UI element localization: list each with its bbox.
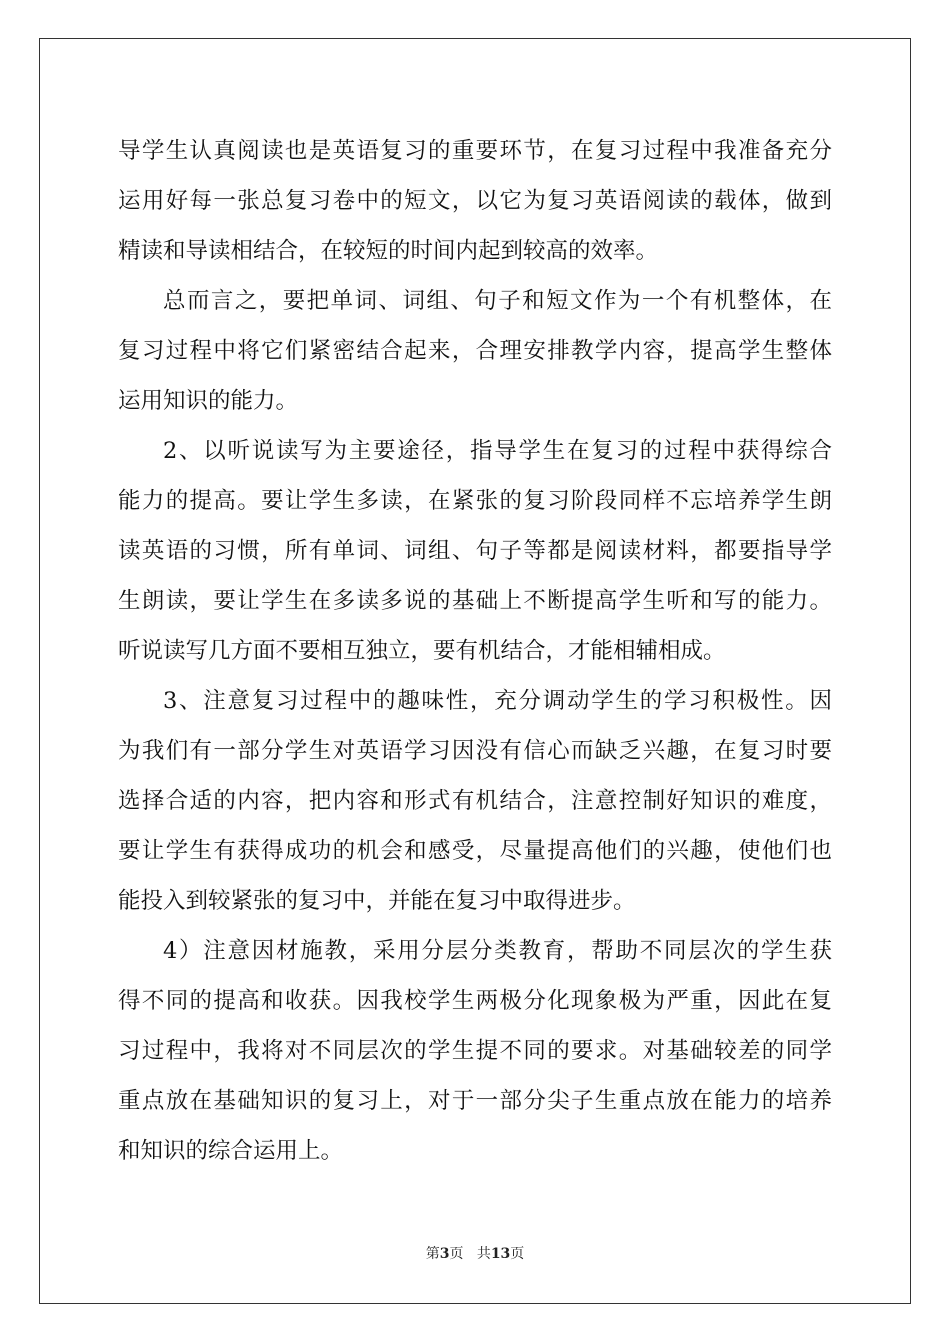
text-line: 4）注意因材施教，采用分层分类教育，帮助不同层次的学生获 (163, 938, 832, 964)
text-line: 重点放在基础知识的复习上，对于一部分尖子生重点放在能力的培养 (118, 1088, 832, 1114)
text-line: 运用好每一张总复习卷中的短文，以它为复习英语阅读的载体，做到 (118, 188, 832, 214)
text-line: 2、以听说读写为主要途径，指导学生在复习的过程中获得综合 (163, 438, 832, 464)
total-prefix: 共 (476, 1246, 491, 1262)
text-line: 运用知识的能力。 (118, 388, 299, 414)
text-line: 总而言之，要把单词、词组、句子和短文作为一个有机整体，在 (163, 288, 832, 314)
text-line: 选择合适的内容，把内容和形式有机结合，注意控制好知识的难度， (118, 788, 832, 814)
total-unit: 页 (510, 1246, 525, 1262)
text-line: 习过程中，我将对不同层次的学生提不同的要求。对基础较差的同学 (118, 1038, 832, 1064)
text-line: 得不同的提高和收获。因我校学生两极分化现象极为严重，因此在复 (118, 988, 832, 1014)
text-line: 和知识的综合运用上。 (118, 1138, 344, 1164)
text-line: 3、注意复习过程中的趣味性，充分调动学生的学习积极性。因 (163, 688, 832, 714)
text-line: 能投入到较紧张的复习中，并能在复习中取得进步。 (118, 888, 636, 914)
text-line: 复习过程中将它们紧密结合起来，合理安排教学内容，提高学生整体 (118, 338, 832, 364)
text-line: 听说读写几方面不要相互独立，要有机结合，才能相辅相成。 (118, 638, 726, 664)
text-line: 要让学生有获得成功的机会和感受，尽量提高他们的兴趣，使他们也 (118, 838, 832, 864)
page-current: 3 (439, 1246, 450, 1262)
text-line: 为我们有一部分学生对英语学习因没有信心而缺乏兴趣，在复习时要 (118, 738, 832, 764)
page-total: 13 (490, 1246, 511, 1262)
page-unit: 页 (449, 1246, 464, 1262)
text-line: 导学生认真阅读也是英语复习的重要环节，在复习过程中我准备充分 (118, 138, 832, 164)
text-line: 读英语的习惯，所有单词、词组、句子等都是阅读材料，都要指导学 (118, 538, 832, 564)
text-line: 能力的提高。要让学生多读，在紧张的复习阶段同样不忘培养学生朗 (118, 488, 832, 514)
page-footer (0, 1243, 950, 1263)
page-prefix: 第 (425, 1246, 440, 1262)
text-line: 生朗读，要让学生在多读多说的基础上不断提高学生听和写的能力。 (118, 588, 832, 614)
text-line: 精读和导读相结合，在较短的时间内起到较高的效率。 (118, 238, 659, 264)
document-body (118, 126, 832, 1176)
